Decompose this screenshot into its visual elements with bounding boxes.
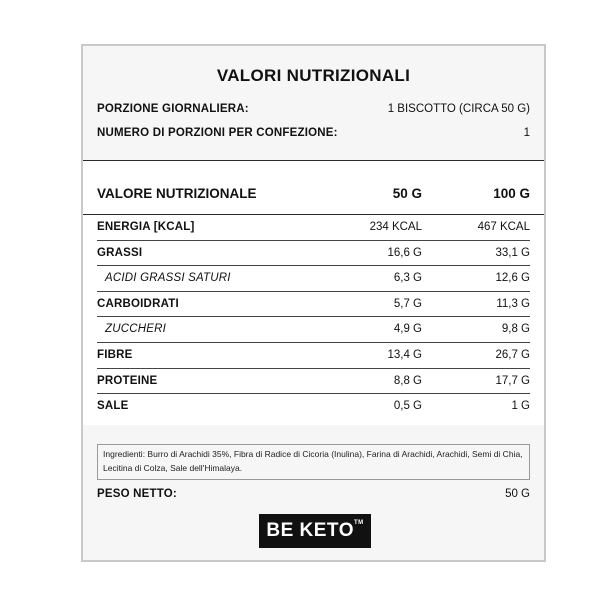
net-weight-value: 50 G (505, 488, 530, 500)
label-header (83, 46, 544, 160)
table-row (97, 369, 530, 395)
value-100g: 17,7 G (495, 374, 530, 387)
header-nutrient: VALORE NUTRIZIONALE (97, 186, 257, 201)
table-row (97, 215, 530, 241)
serving-value: 1 BISCOTTO (CIRCA 50 G) (387, 103, 530, 115)
table-row (97, 394, 530, 419)
net-weight-label: PESO NETTO: (97, 488, 177, 500)
value-100g: 12,6 G (495, 272, 530, 285)
header-100g: 100 G (493, 186, 530, 201)
portions-label: NUMERO DI PORZIONI PER CONFEZIONE: (97, 127, 338, 139)
portions-row (97, 127, 530, 139)
nutrient-name: GRASSI (97, 246, 143, 259)
nutrient-name: ZUCCHERI (105, 323, 167, 336)
label-title: VALORI NUTRIZIONALI (216, 66, 411, 85)
table-row (97, 241, 530, 267)
value-100g: 467 KCAL (477, 221, 530, 233)
value-100g: 9,8 G (501, 323, 530, 336)
table-rows (97, 215, 530, 419)
value-100g: 11,3 G (496, 297, 530, 310)
serving-label: PORZIONE GIORNALIERA: (97, 103, 249, 115)
brand-logo-text: BE KETO (266, 520, 354, 541)
value-50g: 13,4 G (387, 348, 422, 361)
nutrient-name: SALE (97, 400, 129, 413)
table-row (97, 343, 530, 369)
value-50g: 0,5 G (393, 400, 422, 413)
value-100g: 1 G (511, 400, 530, 413)
value-50g: 4,9 G (393, 323, 422, 336)
net-weight-row (97, 488, 530, 500)
portions-value: 1 (523, 127, 530, 139)
value-100g: 33,1 G (495, 246, 530, 259)
nutrient-name: FIBRE (97, 348, 133, 361)
value-50g: 234 KCAL (369, 221, 422, 233)
table-header (97, 186, 530, 206)
table-row (97, 266, 530, 292)
header-50g: 50 G (392, 186, 422, 201)
value-100g: 26,7 G (495, 348, 530, 361)
nutrient-name: ENERGIA [KCAL] (97, 221, 195, 233)
nutrient-name: PROTEINE (97, 374, 158, 387)
value-50g: 16,6 G (387, 246, 422, 259)
nutrient-name: CARBOIDRATI (97, 297, 179, 310)
brand-logo (259, 514, 371, 548)
nutrient-name: ACIDI GRASSI SATURI (105, 272, 231, 285)
value-50g: 5,7 G (393, 297, 422, 310)
trademark-mark: TM (353, 520, 364, 526)
value-50g: 8,8 G (393, 374, 422, 387)
serving-row (97, 103, 530, 115)
nutrition-table (83, 160, 544, 425)
nutrition-label (81, 44, 546, 562)
table-row (97, 292, 530, 318)
value-50g: 6,3 G (393, 272, 422, 285)
ingredients-box: Ingredienti: Burro di Arachidi 35%, Fibra di Radice di Cicoria (Inulina), Farina di Arachidi, Arachidi, Semi di Chia, Lecitina di Colza, Sale dell'Himalaya. (97, 444, 530, 480)
table-row (97, 317, 530, 343)
